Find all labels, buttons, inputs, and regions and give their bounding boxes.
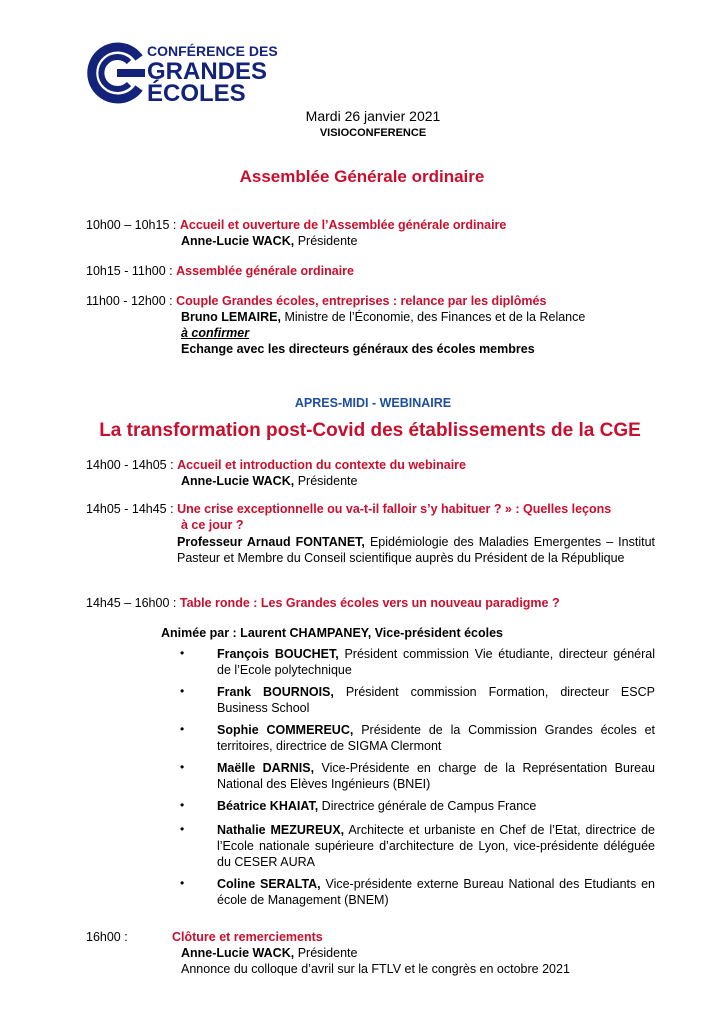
afternoon-label: APRES-MIDI - WEBINAIRE	[294, 396, 452, 410]
pm-session-1-line	[86, 458, 466, 472]
closing-title: Clôture et remerciements	[172, 930, 323, 944]
closing-note: Annonce du colloque d’avril sur la FTLV et le congrès en octobre 2021	[181, 962, 570, 976]
session-3-title: Couple Grandes écoles, entreprises : relance par les diplômés	[176, 294, 547, 308]
morning-title: Assemblée Générale ordinaire	[239, 167, 485, 186]
bullet-icon: •	[180, 798, 185, 812]
session-1-line	[86, 218, 506, 232]
session-1-speaker: Anne-Lucie WACK,	[181, 234, 295, 248]
session-1-speaker-line	[181, 234, 357, 248]
session-2-time: 10h15 - 11h00 :	[86, 264, 173, 278]
panelist-role: Directrice générale de Campus France	[321, 799, 537, 813]
panelist-role: Vice-présidente externe Bureau National des Etudiants en école de Management (BNEM)	[217, 877, 655, 907]
logo-line2: GRANDES	[147, 58, 268, 85]
panelist-5	[217, 798, 655, 814]
pm-session-3-line	[86, 596, 560, 610]
closing-speaker: Anne-Lucie WACK,	[181, 946, 295, 960]
panelist-2	[217, 684, 655, 716]
panelist-4	[217, 760, 655, 792]
panelist-role: Président commission Vie étudiante, directeur général de l’Ecole polytechnique	[217, 647, 655, 677]
panelist-role: Architecte et urbaniste en Chef de l’Etat, directrice de l’Ecole nationale supérieure d’architecture de Lyon, vice-présidente déléguée du CESER AURA	[217, 823, 655, 869]
logo-line3: ÉCOLES	[147, 80, 246, 107]
pm-session-1-role: Présidente	[297, 474, 358, 488]
moderator-line: Animée par : Laurent CHAMPANEY, Vice-président écoles	[161, 626, 503, 640]
logo-line1: CONFÉRENCE DES	[147, 43, 278, 59]
session-1-title: Accueil et ouverture de l’Assemblée générale ordinaire	[179, 218, 507, 232]
pm-session-2-speaker-block	[177, 534, 655, 566]
panelist-7	[217, 876, 655, 908]
event-date: Mardi 26 janvier 2021	[305, 108, 441, 124]
bullet-icon: •	[180, 760, 185, 774]
logo	[87, 40, 287, 106]
panelist-name: Frank BOURNOIS,	[217, 685, 334, 699]
pm-session-2-role: Epidémiologie des Maladies Emergentes – Institut Pasteur et Membre du Conseil scientifique auprès du Président de la République	[177, 535, 656, 565]
bullet-icon: •	[180, 684, 185, 698]
panelist-1	[217, 646, 655, 678]
closing-role: Présidente	[297, 946, 358, 960]
bullet-icon: •	[180, 646, 185, 660]
session-2-line	[86, 264, 354, 278]
panelist-role: Président commission Formation, directeur ESCP Business School	[217, 685, 655, 715]
closing-speaker-line	[181, 946, 357, 960]
pm-session-2-speaker: Professeur Arnaud FONTANET,	[177, 535, 365, 549]
session-3-role: Ministre de l’Économie, des Finances et de la Relance	[284, 310, 586, 324]
panelist-role: Vice-Présidente en charge de la Représentation Bureau National des Elèves Ingénieurs (BNEI)	[217, 761, 655, 791]
session-3-speaker: Bruno LEMAIRE,	[181, 310, 281, 324]
session-3-line	[86, 294, 546, 308]
panelist-name: Béatrice KHAIAT,	[217, 799, 319, 813]
session-3-speaker-line	[181, 310, 585, 324]
session-3-exchange: Echange avec les directeurs généraux des écoles membres	[181, 342, 535, 356]
panelist-name: Maëlle DARNIS,	[217, 761, 315, 775]
session-2-title: Assemblée générale ordinaire	[176, 264, 354, 278]
panelist-name: Nathalie MEZUREUX,	[217, 823, 345, 837]
panelist-6	[217, 822, 655, 870]
panelist-name: Coline SERALTA,	[217, 877, 321, 891]
pm-session-1-speaker-line	[181, 474, 357, 488]
bullet-icon: •	[180, 876, 185, 890]
bullet-icon: •	[180, 822, 185, 836]
pm-session-1-title: Accueil et introduction du contexte du webinaire	[177, 458, 466, 472]
bullet-icon: •	[180, 722, 185, 736]
session-1-time: 10h00 – 10h15 :	[86, 218, 177, 232]
pm-session-2-title-l2: à ce jour ?	[181, 518, 244, 532]
pm-session-2-title-l1: Une crise exceptionnelle ou va-t-il falloir s’y habituer ? » : Quelles leçons	[177, 502, 612, 516]
panelist-name: François BOUCHET,	[217, 647, 339, 661]
pm-session-2-line	[86, 502, 611, 516]
afternoon-title: La transformation post-Covid des établissements de la CGE	[99, 420, 641, 441]
pm-session-2-time: 14h05 - 14h45 :	[86, 502, 174, 516]
panelist-name: Sophie COMMEREUC,	[217, 723, 354, 737]
cge-logo-icon	[87, 42, 149, 104]
event-mode: VISIOCONFERENCE	[319, 127, 427, 139]
closing-time: 16h00 :	[86, 930, 128, 944]
session-3-note: à confirmer	[181, 326, 250, 340]
pm-session-3-time: 14h45 – 16h00 :	[86, 596, 177, 610]
session-3-time: 11h00 - 12h00 :	[86, 294, 173, 308]
pm-session-1-time: 14h00 - 14h05 :	[86, 458, 174, 472]
panelist-3	[217, 722, 655, 754]
panelist-role: Présidente de la Commission Grandes écoles et territoires, directrice de SIGMA Clermont	[217, 723, 655, 753]
pm-session-3-title: Table ronde : Les Grandes écoles vers un nouveau paradigme ?	[179, 596, 560, 610]
session-1-role: Présidente	[297, 234, 358, 248]
pm-session-1-speaker: Anne-Lucie WACK,	[181, 474, 295, 488]
